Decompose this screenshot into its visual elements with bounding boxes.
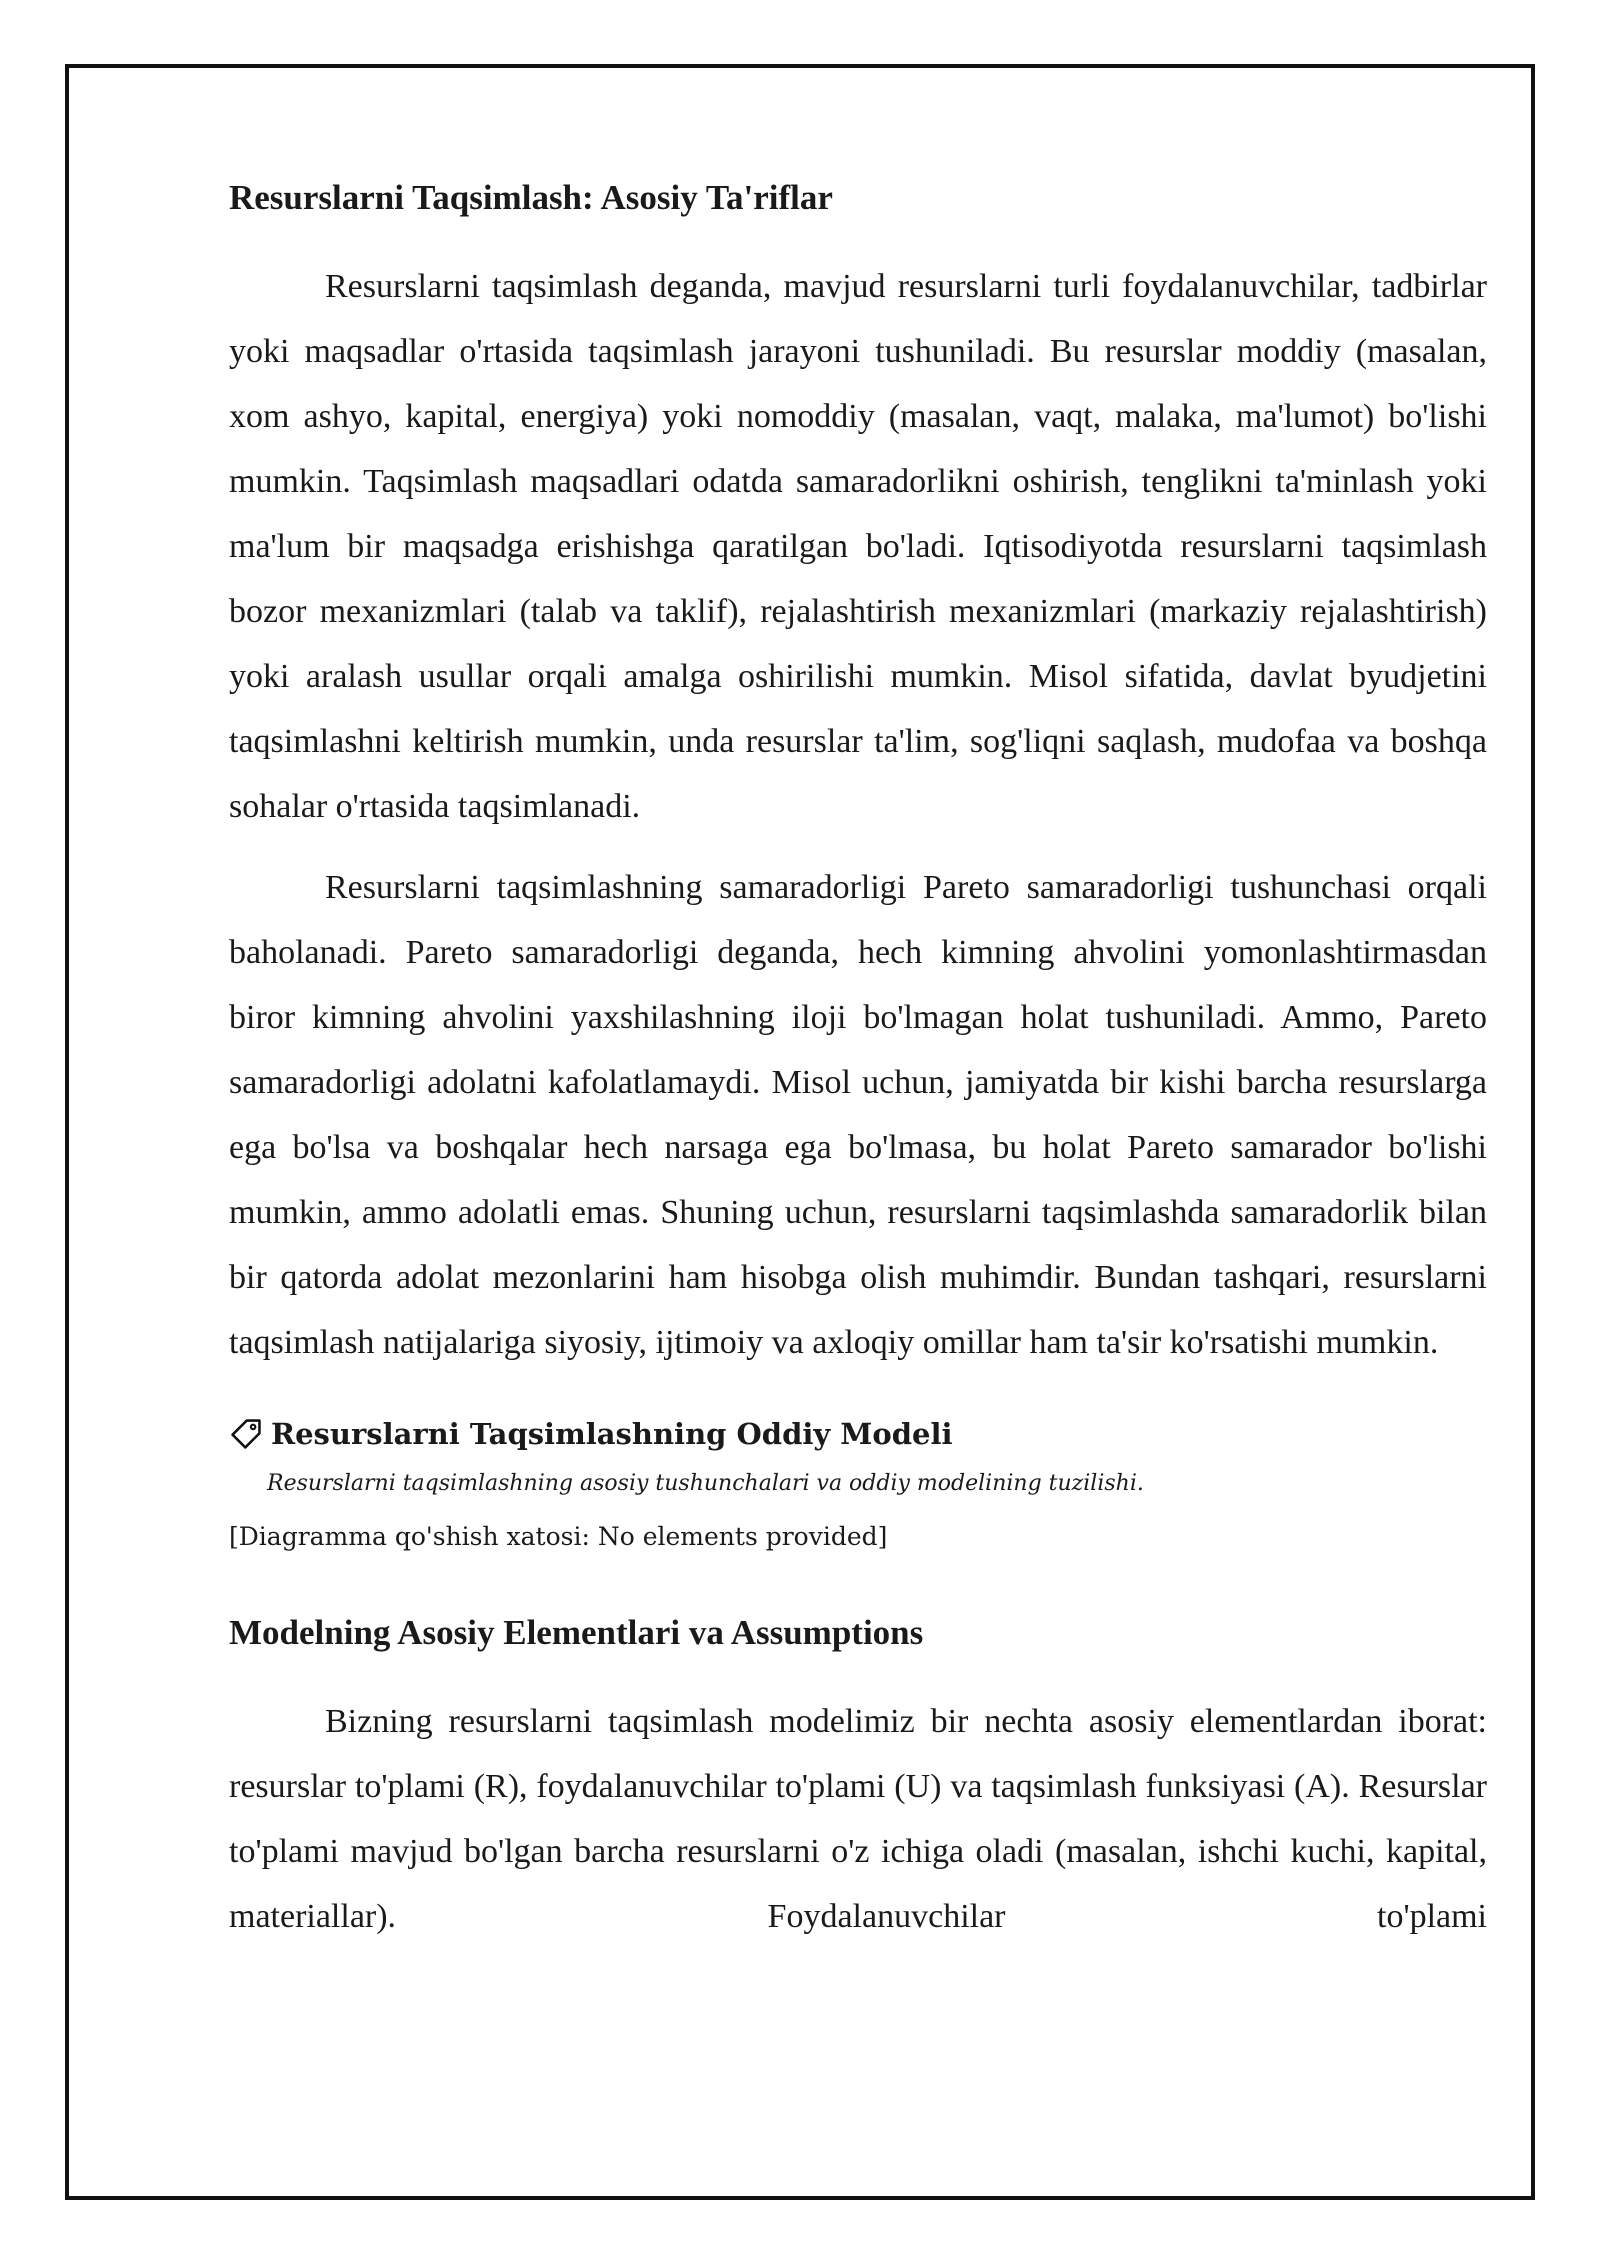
- document-body: [229, 168, 1487, 1965]
- figure-error-message: [Diagramma qo'shish xatosi: No elements provided]: [229, 1522, 888, 1551]
- figure-block: [229, 1411, 1487, 1563]
- figure-title-row: [229, 1411, 1487, 1457]
- section-heading: Modelning Asosiy Elementlari va Assumptions: [229, 1613, 924, 1652]
- paragraph: Bizning resurslarni taqsimlash modelimiz bir nechta asosiy elementlardan iborat: resurslar to'plami (R), foydalanuvchilar to'plami (U) va taqsimlash funksiyasi (A). Resurslar to'plami mavjud bo'lgan barcha resurslarni o'z ichiga oladi (masalan, ishchi kuchi, kapital, materiallar). Foydalanuvchilar to'plami: [229, 1703, 1487, 1935]
- paragraph: Resurslarni taqsimlashning samaradorligi Pareto samaradorligi tushunchasi orqali baholanadi. Pareto samaradorligi deganda, hech kimning ahvolini yomonlashtirmasdan biror kimning ahvolini yaxshilashning iloji bo'lmagan holat tushuniladi. Ammo, Pareto samaradorligi adolatni kafolatlamaydi. Misol uchun, jamiyatda bir kishi barcha resurslarga ega bo'lsa va boshqalar hech narsaga ega bo'lmasa, bu holat Pareto samarador bo'lishi mumkin, ammo adolatli emas. Shuning uchun, resurslarni taqsimlashda samaradorlik bilan bir qatorda adolat mezonlarini ham hisobga olish muhimdir. Bundan tashqari, resurslarni taqsimlash natijalariga siyosiy, ijtimoiy va axloqiy omillar ham ta'sir ko'rsatishi mumkin.: [229, 869, 1487, 1361]
- figure-title: Resurslarni Taqsimlashning Oddiy Modeli: [271, 1417, 953, 1451]
- paragraph: Resurslarni taqsimlash deganda, mavjud resurslarni turli foydalanuvchilar, tadbirlar yoki maqsadlar o'rtasida taqsimlash jarayoni tushuniladi. Bu resurslar moddiy (masalan, xom ashyo, kapital, energiya) yoki nomoddiy (masalan, vaqt, malaka, ma'lumot) bo'lishi mumkin. Taqsimlash maqsadlari odatda samaradorlikni oshirish, tenglikni ta'minlash yoki ma'lum bir maqsadga erishishga qaratilgan bo'ladi. Iqtisodiyotda resurslarni taqsimlash bozor mexanizmlari (talab va taklif), rejalashtirish mexanizmlari (markaziy rejalashtirish) yoki aralash usullar orqali amalga oshirilishi mumkin. Misol sifatida, davlat byudjetini taqsimlashni keltirish mumkin, unda resurslar ta'lim, sog'liqni saqlash, mudofaa va boshqa sohalar o'rtasida taqsimlanadi.: [229, 268, 1487, 825]
- figure-caption: Resurslarni taqsimlashning asosiy tushunchalari va oddiy modelining tuzilishi.: [267, 1471, 1144, 1496]
- tag-icon: [229, 1417, 263, 1451]
- section-heading: Resurslarni Taqsimlash: Asosiy Ta'riflar: [229, 178, 833, 217]
